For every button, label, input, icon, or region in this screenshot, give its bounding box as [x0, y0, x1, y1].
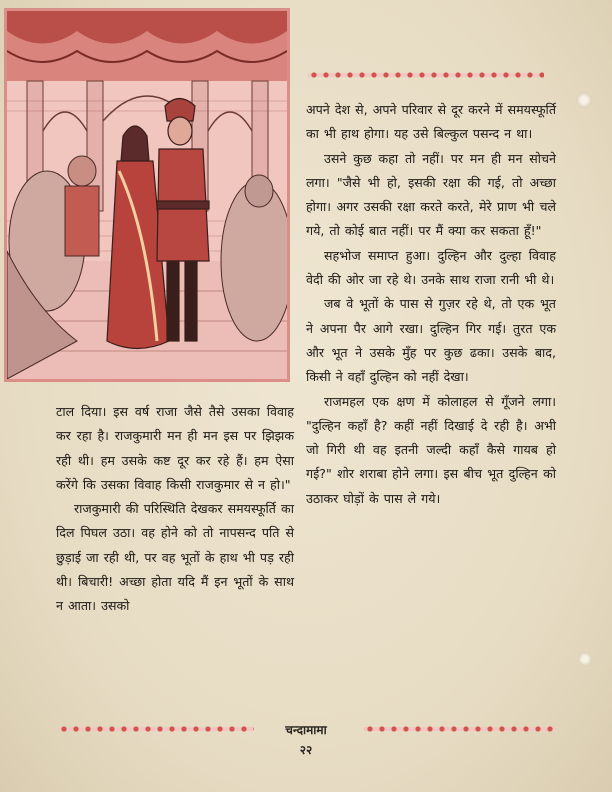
paragraph: अपने देश से, अपने परिवार से दूर करने में समयस्फूर्ति का भी हाथ होगा। यह उसे बिल्कुल पसन्द न था। — [306, 102, 556, 142]
binding-hole-icon — [576, 92, 592, 108]
paragraph: टाल दिया। इस वर्ष राजा जैसे तैसे उसका विवाह कर रहा है। राजकुमारी मन ही मन इस पर झिझक रही थी। हम उसके कष्ट दूर कर रहे हैं। हम ऐसा करेंगे कि उसका विवाह किसी राजकुमार से न हो।" — [56, 404, 294, 492]
paragraph: जब वे भूतों के पास से गुज़र रहे थे, तो एक भूत ने अपना पैर आगे रखा। दुल्हिन गिर गई। तुरत एक और भूत ने उसके मुँह पर कुछ ढका। उसके बाद, किसी ने वहाँ दुल्हिन को नहीं देखा। — [306, 296, 556, 385]
paragraph: राजकुमारी की परिस्थिति देखकर समयस्फूर्ति का दिल पिघल उठा। वह होने को तो नापसन्द पति से छुड़ाई जा रही थी, पर वह भूतों के हाथ भी पड़ रही थी। बिचारी! अच्छा होता यदि मैं इन भूतों के साथ न आता। उसको — [56, 501, 294, 614]
binding-hole-icon — [578, 652, 592, 666]
paragraph: सहभोज समाप्त हुआ। दुल्हिन और दुल्हा विवाह वेदी की ओर जा रहे थे। उनके साथ राजा रानी भी थे। — [306, 247, 556, 288]
magazine-title: चन्दामामा — [285, 723, 327, 737]
page-number: २२ — [299, 743, 313, 757]
left-column-text — [56, 400, 294, 619]
right-column-text — [306, 98, 556, 511]
paragraph: राजमहल एक क्षण में कोलाहल से गूँजने लगा। "दुल्हिन कहाँ है? कहीं नहीं दिखाई दे रही है। अभी जो गिरी थी वह इतनी जल्दी कहाँ कैसे गायब हो गई?" शोर शराबा होने लगा। इस बीच भूत दुल्हिन को उठाकर घोड़ों के पास ले गये। — [306, 393, 556, 506]
decorative-border-top-right — [308, 68, 544, 82]
wedding-scene-drawing — [7, 11, 287, 379]
royal-wedding-illustration — [4, 8, 290, 382]
paragraph: उसने कुछ कहा तो नहीं। पर मन ही मन सोचने लगा। "जैसे भी हो, इसकी रक्षा की गई, तो अच्छा होगा। अगर उसकी रक्षा करते करते, मेरे प्राण भी चले गये, तो कोई बात नहीं। पर मैं क्या कर सकता हूँ!" — [306, 150, 556, 239]
